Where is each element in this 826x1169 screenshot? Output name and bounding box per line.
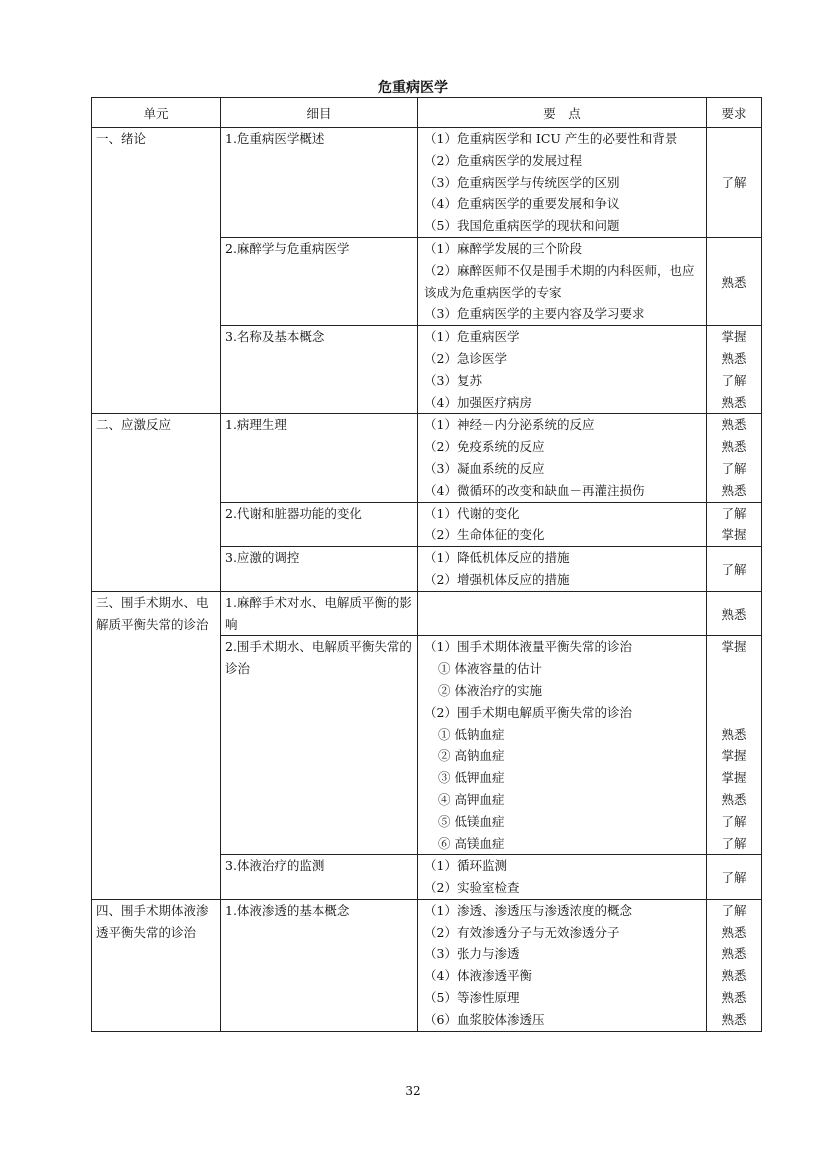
item-cell: 1.病理生理 — [221, 414, 418, 502]
points-cell: （1）神经－内分泌系统的反应 （2）免疫系统的反应 （3）凝血系统的反应 （4）微循环的改变和缺血－再灌注损伤 — [418, 414, 707, 502]
item-cell: 2.代谢和脏器功能的变化 — [221, 502, 418, 547]
item-cell: 1.麻醉手术对水、电解质平衡的影响 — [221, 591, 418, 636]
item-cell: 1.体液渗透的基本概念 — [221, 899, 418, 1031]
unit-cell: 一、绪论 — [92, 128, 221, 414]
points-cell: （1）麻醉学发展的三个阶段 （2）麻醉医师不仅是围手术期的内科医师，也应该成为危重病医学的专家 （3）危重病医学的主要内容及学习要求 — [418, 237, 707, 325]
points-cell: （1）循环监测 （2）实验室检查 — [418, 855, 707, 900]
item-cell: 3.应激的调控 — [221, 547, 418, 592]
header-item: 细目 — [221, 98, 418, 128]
points-cell — [418, 591, 707, 636]
requirement-cell: 掌握 熟悉 掌握 掌握 熟悉 了解 了解 — [707, 636, 762, 855]
table-row — [92, 899, 762, 1031]
page-number: 32 — [405, 1084, 421, 1098]
requirement-cell: 了解 — [707, 128, 762, 238]
item-cell: 2.麻醉学与危重病医学 — [221, 237, 418, 325]
points-cell: （1）危重病医学 （2）急诊医学 （3）复苏 （4）加强医疗病房 — [418, 326, 707, 414]
page-title: 危重病医学 — [378, 80, 448, 96]
unit-cell: 三、围手术期水、电解质平衡失常的诊治 — [92, 591, 221, 899]
requirement-cell: 了解 掌握 — [707, 502, 762, 547]
points-cell: （1）围手术期体液量平衡失常的诊治 ① 体液容量的估计 ② 体液治疗的实施 （2）围手术期电解质平衡失常的诊治 ① 低钠血症 ② 高钠血症 ③ 低钾血症 ④ 高钾血症 ⑤ 低镁血症 ⑥ 高镁血症 — [418, 636, 707, 855]
header-requirement: 要求 — [707, 98, 762, 128]
requirement-cell: 了解 熟悉 熟悉 熟悉 熟悉 熟悉 — [707, 899, 762, 1031]
requirement-cell: 熟悉 — [707, 237, 762, 325]
requirement-cell: 了解 — [707, 547, 762, 592]
points-cell: （1）代谢的变化 （2）生命体征的变化 — [418, 502, 707, 547]
requirement-cell: 掌握 熟悉 了解 熟悉 — [707, 326, 762, 414]
points-cell: （1）降低机体反应的措施 （2）增强机体反应的措施 — [418, 547, 707, 592]
requirement-cell: 熟悉 熟悉 了解 熟悉 — [707, 414, 762, 502]
header-unit: 单元 — [92, 98, 221, 128]
requirement-cell: 了解 — [707, 855, 762, 900]
table-row — [92, 128, 762, 238]
item-cell: 3.体液治疗的监测 — [221, 855, 418, 900]
points-cell: （1）危重病医学和 ICU 产生的必要性和背景 （2）危重病医学的发展过程 （3）危重病医学与传统医学的区别 （4）危重病医学的重要发展和争议 （5）我国危重病医学的现状和问题 — [418, 128, 707, 238]
table-row — [92, 414, 762, 502]
header-points: 要 点 — [418, 98, 707, 128]
requirement-cell: 熟悉 — [707, 591, 762, 636]
syllabus-table — [91, 97, 762, 1032]
unit-cell: 二、应激反应 — [92, 414, 221, 591]
item-cell: 1.危重病医学概述 — [221, 128, 418, 238]
table-header-row — [92, 98, 762, 128]
unit-cell: 四、围手术期体液渗透平衡失常的诊治 — [92, 899, 221, 1031]
item-cell: 3.名称及基本概念 — [221, 326, 418, 414]
item-cell: 2.围手术期水、电解质平衡失常的诊治 — [221, 636, 418, 855]
table-row — [92, 591, 762, 636]
points-cell: （1）渗透、渗透压与渗透浓度的概念 （2）有效渗透分子与无效渗透分子 （3）张力与渗透 （4）体液渗透平衡 （5）等渗性原理 （6）血浆胶体渗透压 — [418, 899, 707, 1031]
